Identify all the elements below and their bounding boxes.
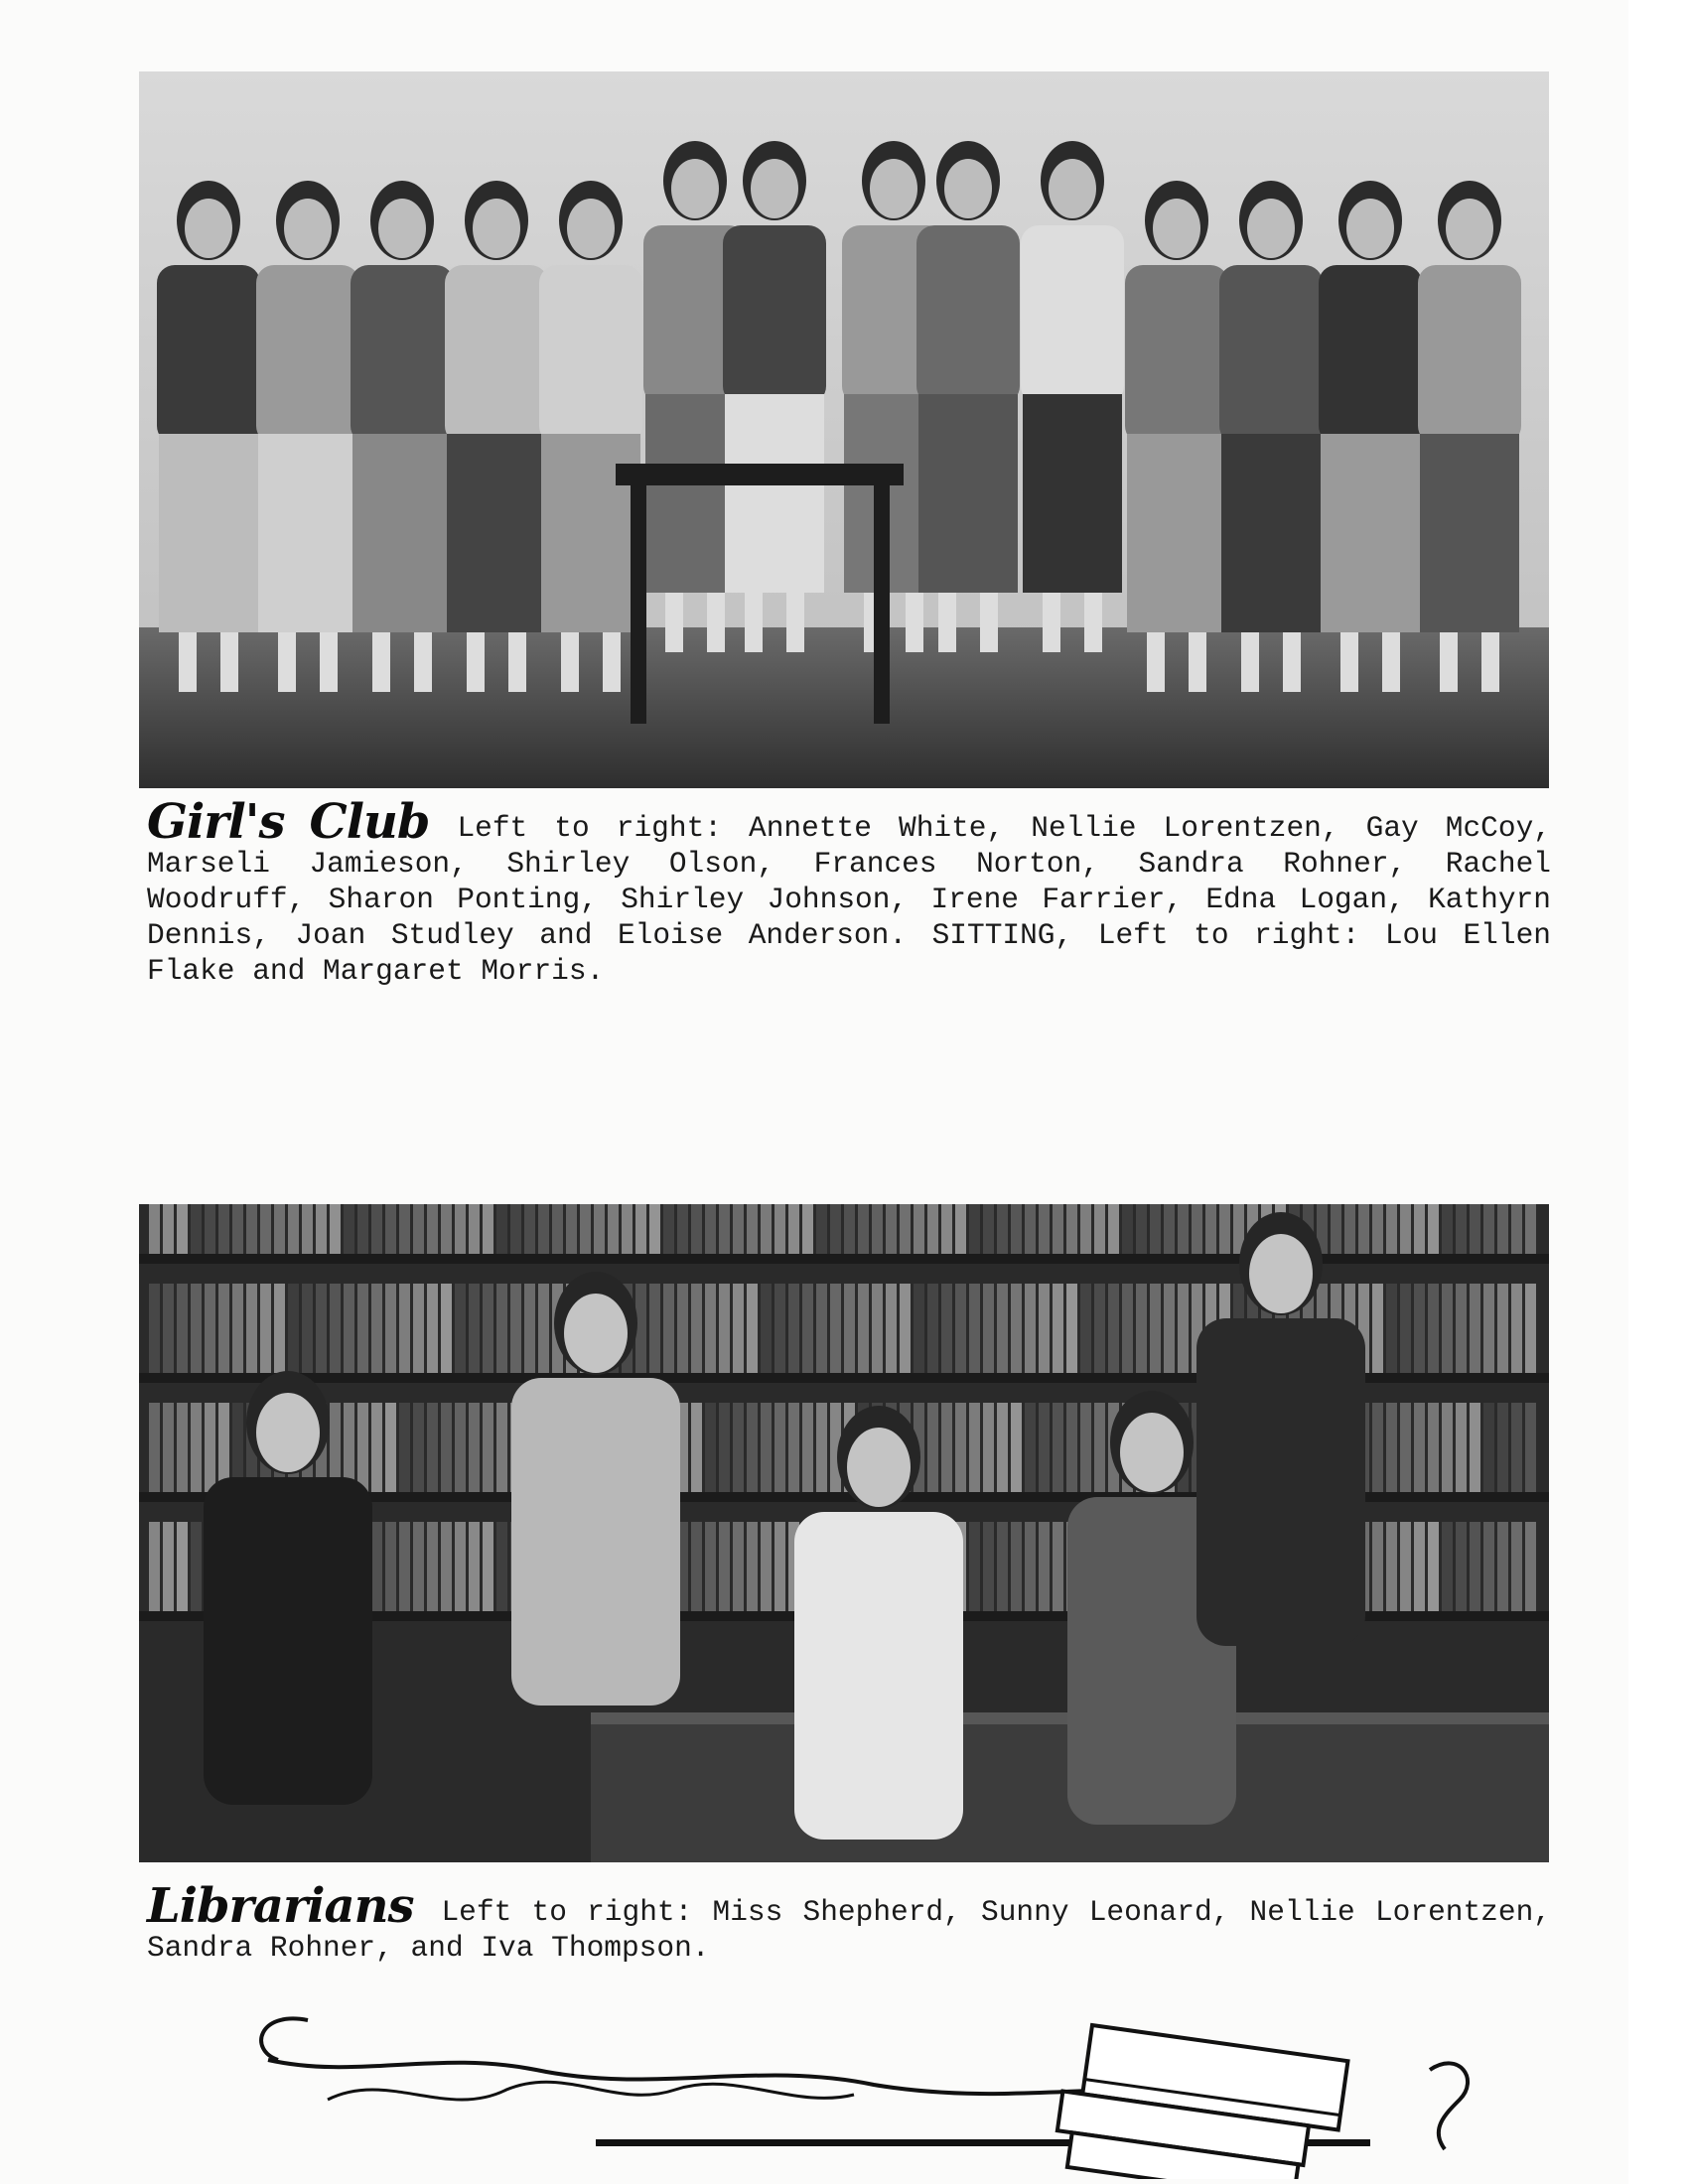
girls-club-caption — [147, 794, 1551, 989]
stacked-books-icon — [1053, 2022, 1347, 2179]
girls-club-photo — [139, 71, 1549, 788]
librarians-photo — [139, 1204, 1549, 1862]
librarians-caption-text: Left to right: Miss Shepherd, Sunny Leonard, Nellie Lorentzen, Sandra Rohner, and Iva Thompson. — [147, 1895, 1551, 1965]
girls-club-caption-text: Left to right: Annette White, Nellie Lorentzen, Gay McCoy, Marseli Jamieson, Shirley Olson, Frances Norton, Sandra Rohner, Rachel Woodruff, Sharon Ponting, Shirley Johnson, Irene Farrier, Edna Logan, Kathyrn Dennis, Joan Studley and Eloise Anderson. SITTING, Left to right: Lou Ellen Flake and Margaret Morris. — [147, 811, 1551, 988]
girls-club-heading: Girl's Club — [147, 794, 430, 850]
librarians-heading: Librarians — [147, 1878, 414, 1934]
books-flourish-ornament — [238, 1990, 1569, 2179]
librarians-caption — [147, 1878, 1551, 1966]
